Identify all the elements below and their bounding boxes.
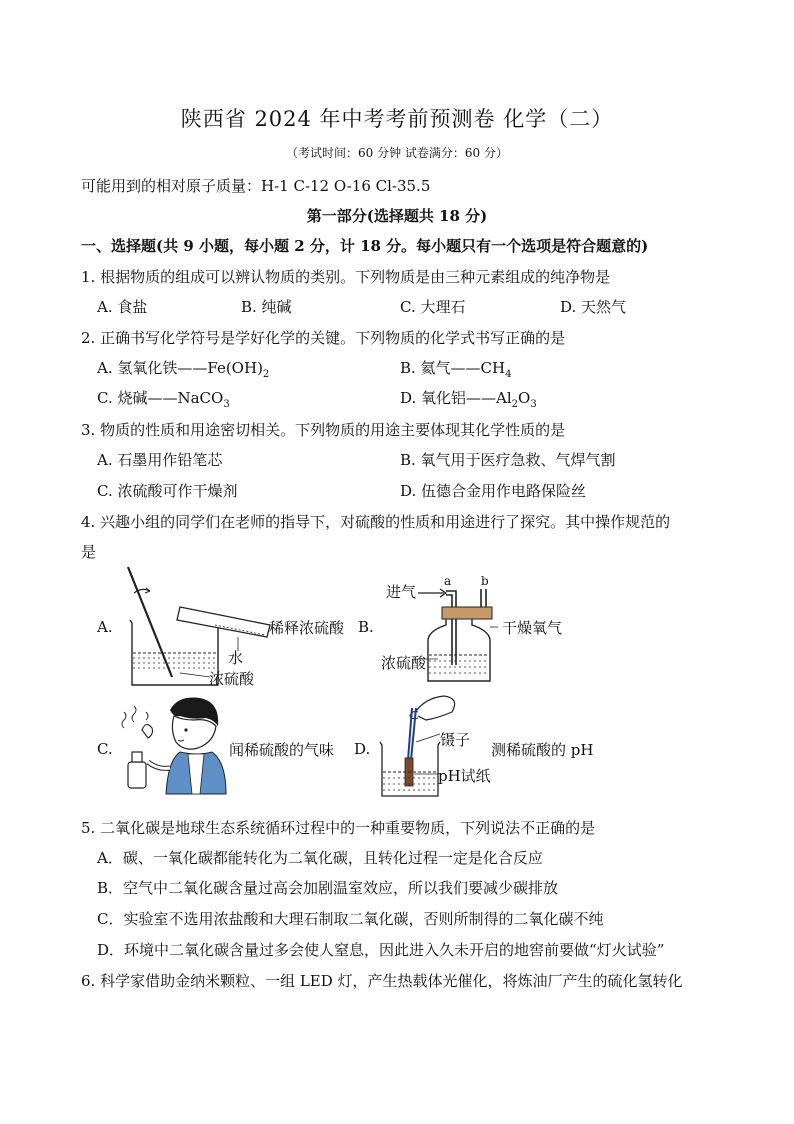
- q2-option-d[interactable]: [400, 387, 537, 408]
- q2-b-sub: 4: [505, 369, 512, 380]
- question-1-stem: 1. 根据物质的组成可以辨认物质的类别。下列物质是由三种元素组成的纯净物是: [81, 268, 611, 286]
- q4-option-a[interactable]: A.: [97, 618, 113, 636]
- q4-d-label-tweezers: 镊子: [440, 731, 471, 749]
- q2-c-text: C. 烧碱——NaCO: [97, 389, 224, 407]
- q2-a-text: A. 氢氧化铁——Fe(OH): [97, 359, 263, 377]
- dilution-illustration: [120, 565, 280, 690]
- q2-option-b[interactable]: [400, 357, 512, 378]
- question-4-stem-line2: 是: [81, 543, 97, 561]
- atomic-masses: 可能用到的相对原子质量：H-1 C-12 O-16 Cl-35.5: [81, 177, 431, 195]
- q1-option-a[interactable]: A. 食盐: [97, 298, 148, 316]
- q4-d-label-ph: 测稀硫酸的 pH: [491, 741, 594, 759]
- dilution-figure: [120, 565, 280, 690]
- q5-option-a[interactable]: A．碳、一氧化碳都能转化为二氧化碳，且转化过程一定是化合反应: [97, 849, 543, 867]
- q4-c-label: 闻稀硫酸的气味: [229, 741, 335, 759]
- q4-a-label-dilute: 稀释浓硫酸: [269, 619, 345, 637]
- q2-a-sub: 2: [262, 369, 270, 380]
- q2-d-sub2: 3: [530, 399, 537, 410]
- question-4-stem-line1: 4. 兴趣小组的同学们在老师的指导下，对硫酸的性质和用途进行了探究。其中操作规范的: [81, 513, 671, 531]
- part-title: 第一部分(选择题共 18 分): [306, 207, 488, 225]
- q4-a-label-water: 水: [228, 649, 244, 667]
- q2-d-sub1: 2: [511, 399, 519, 410]
- q4-b-label-dry: 干燥氧气: [502, 619, 563, 637]
- q2-b-text: B. 氦气——CH: [400, 359, 506, 377]
- q4-option-c[interactable]: C.: [97, 740, 113, 758]
- q4-option-b[interactable]: B.: [358, 618, 374, 636]
- q4-b-label-a: a: [444, 574, 452, 588]
- q1-option-d[interactable]: D. 天然气: [560, 298, 627, 316]
- q1-option-b[interactable]: B. 纯碱: [241, 298, 292, 316]
- section-title: 一、选择题(共 9 小题，每小题 2 分，计 18 分。每小题只有一个选项是符合题意的): [81, 237, 649, 255]
- q4-d-label-paper: pH试纸: [438, 767, 491, 785]
- q4-option-d[interactable]: D.: [354, 740, 371, 758]
- q2-d-text: D. 氧化铝——Al: [400, 389, 512, 407]
- q4-b-label-b: b: [481, 574, 489, 588]
- q5-option-b[interactable]: B．空气中二氧化碳含量过高会加剧温室效应，所以我们要减少碳排放: [97, 879, 559, 897]
- q5-option-d[interactable]: D．环境中二氧化碳含量过多会使人窒息，因此进入久未开启的地窖前要做“灯火试验”: [97, 941, 665, 959]
- q2-d-mid: O: [518, 389, 531, 407]
- smelling-figure: [118, 690, 230, 795]
- question-2-stem: 2. 正确书写化学符号是学好化学的关键。下列物质的化学式书写正确的是: [81, 329, 566, 347]
- gas-washing-bottle: [418, 585, 498, 685]
- q3-option-d[interactable]: D. 伍德合金用作电路保险丝: [400, 482, 587, 500]
- question-5-stem: 5. 二氧化碳是地球生态系统循环过程中的一种重要物质，下列说法不正确的是: [81, 819, 596, 837]
- smelling-illustration: [118, 690, 230, 795]
- exam-info: （考试时间：60 分钟 试卷满分：60 分）: [286, 146, 508, 160]
- q3-option-a[interactable]: A. 石墨用作铅笔芯: [97, 451, 223, 469]
- q1-option-c[interactable]: C. 大理石: [400, 298, 466, 316]
- q5-option-c[interactable]: C．实验室不选用浓盐酸和大理石制取二氧化碳，否则所制得的二氧化碳不纯: [97, 910, 604, 928]
- q2-option-c[interactable]: [97, 387, 230, 408]
- q2-option-a[interactable]: [97, 357, 269, 378]
- gas-bottle-illustration: [418, 585, 498, 685]
- q3-option-b[interactable]: B. 氧气用于医疗急救、气焊气割: [400, 451, 616, 469]
- q3-option-c[interactable]: C. 浓硫酸可作干燥剂: [97, 482, 238, 500]
- q4-b-label-acid: 浓硫酸: [381, 654, 427, 672]
- q2-c-sub: 3: [223, 399, 230, 410]
- q4-b-label-inlet: 进气: [386, 583, 417, 601]
- question-3-stem: 3. 物质的性质和用途密切相关。下列物质的用途主要体现其化学性质的是: [81, 421, 566, 439]
- q4-a-label-acid: 浓硫酸: [209, 670, 255, 688]
- question-6-stem: 6. 科学家借助金纳米颗粒、一组 LED 灯，产生热载体光催化，将炼油厂产生的硫化氢转化: [81, 972, 683, 990]
- page-title: 陕西省 2024 年中考考前预测卷 化学（二）: [180, 107, 614, 131]
